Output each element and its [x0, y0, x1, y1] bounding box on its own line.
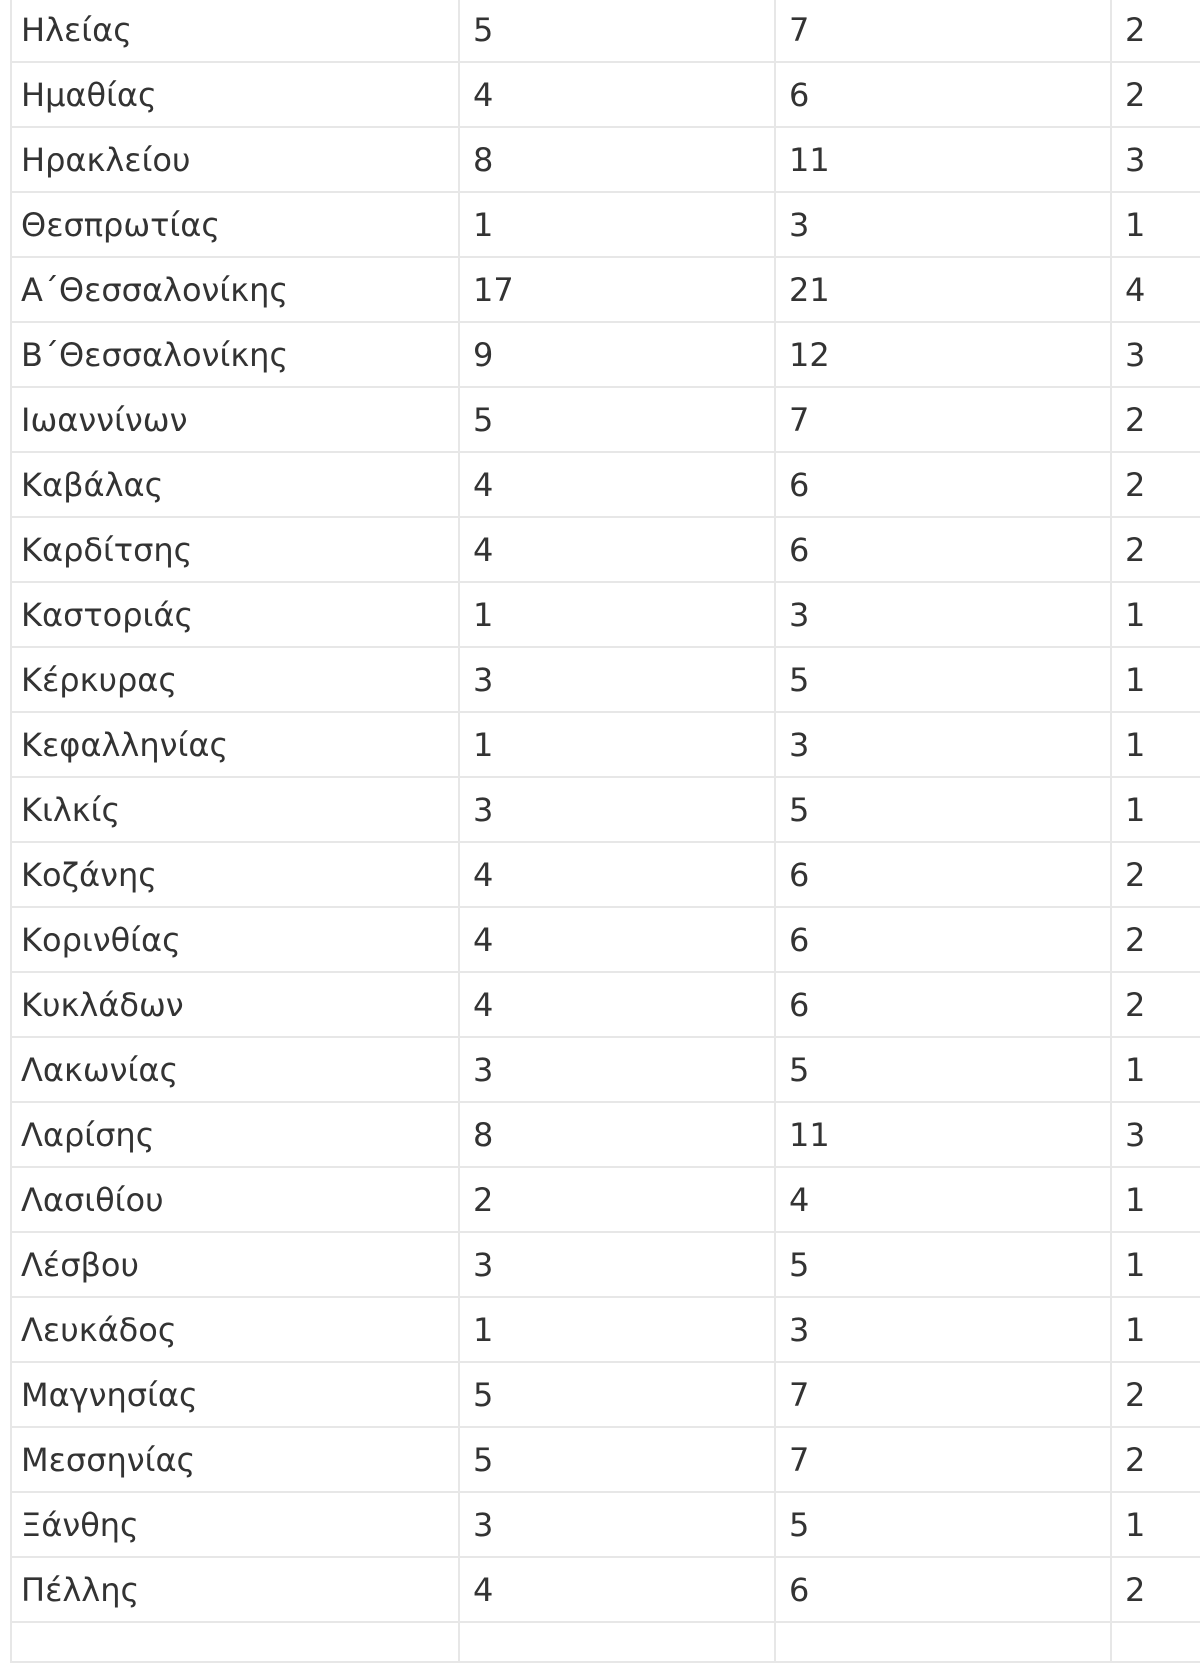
table-row	[11, 517, 1200, 582]
table-row	[11, 777, 1200, 842]
value-cell-3: 2	[1111, 387, 1200, 452]
region-name-cell: Μεσσηνίας	[11, 1427, 459, 1492]
value-cell-1: 3	[459, 647, 775, 712]
region-name-cell: Κορινθίας	[11, 907, 459, 972]
value-cell-2: 6	[775, 62, 1111, 127]
value-cell-1: 5	[459, 387, 775, 452]
value-cell-2: 11	[775, 1102, 1111, 1167]
region-name-cell: Θεσπρωτίας	[11, 192, 459, 257]
table-row	[11, 322, 1200, 387]
value-cell-3: 1	[1111, 1297, 1200, 1362]
value-cell-3: 2	[1111, 842, 1200, 907]
region-name-cell: Λακωνίας	[11, 1037, 459, 1102]
value-cell-3: 1	[1111, 1492, 1200, 1557]
value-cell-3: 2	[1111, 907, 1200, 972]
table-row	[11, 1557, 1200, 1622]
value-cell-1: 1	[459, 192, 775, 257]
value-cell-3: 2	[1111, 0, 1200, 62]
value-cell-1: 9	[459, 322, 775, 387]
value-cell-1: 3	[459, 1232, 775, 1297]
region-name-cell: Κυκλάδων	[11, 972, 459, 1037]
table-row	[11, 257, 1200, 322]
value-cell-3: 1	[1111, 1037, 1200, 1102]
value-cell-2: 5	[775, 1232, 1111, 1297]
value-cell-1: 4	[459, 452, 775, 517]
table-row	[11, 387, 1200, 452]
value-cell-2: 6	[775, 517, 1111, 582]
value-cell-2: 5	[775, 1492, 1111, 1557]
results-table	[10, 0, 1200, 1663]
value-cell-1: 5	[459, 0, 775, 62]
value-cell-2: 7	[775, 1362, 1111, 1427]
region-name-cell: Καβάλας	[11, 452, 459, 517]
table-row	[11, 712, 1200, 777]
value-cell-3: 1	[1111, 1232, 1200, 1297]
value-cell-2: 11	[775, 127, 1111, 192]
table-row	[11, 1362, 1200, 1427]
table-row	[11, 1037, 1200, 1102]
region-name-cell: Καστοριάς	[11, 582, 459, 647]
value-cell-2: 3	[775, 192, 1111, 257]
value-cell-2: 3	[775, 1297, 1111, 1362]
value-cell-2: 4	[775, 1167, 1111, 1232]
table-row	[11, 647, 1200, 712]
value-cell-3: 1	[1111, 712, 1200, 777]
value-cell-2: 6	[775, 907, 1111, 972]
value-cell-1: 1	[459, 712, 775, 777]
table-row-partial	[11, 1622, 1200, 1662]
region-name-cell: Ηρακλείου	[11, 127, 459, 192]
value-cell-3: 1	[1111, 777, 1200, 842]
value-cell-1: 3	[459, 1492, 775, 1557]
value-cell-3: 2	[1111, 972, 1200, 1037]
region-name-cell: Κοζάνης	[11, 842, 459, 907]
value-cell-1: 5	[459, 1362, 775, 1427]
value-cell-3: 2	[1111, 517, 1200, 582]
region-name-cell: Κεφαλληνίας	[11, 712, 459, 777]
value-cell-3: 2	[1111, 1427, 1200, 1492]
value-cell-1: 3	[459, 777, 775, 842]
value-cell-1: 5	[459, 1427, 775, 1492]
value-cell-2: 6	[775, 842, 1111, 907]
table-row	[11, 1492, 1200, 1557]
region-name-cell: Καρδίτσης	[11, 517, 459, 582]
region-name-cell: Λασιθίου	[11, 1167, 459, 1232]
table-row	[11, 582, 1200, 647]
value-cell-2: 6	[775, 452, 1111, 517]
value-cell-1: 4	[459, 972, 775, 1037]
empty-cell	[459, 1622, 775, 1662]
value-cell-1: 4	[459, 62, 775, 127]
region-name-cell: Κέρκυρας	[11, 647, 459, 712]
value-cell-1: 3	[459, 1037, 775, 1102]
table-row	[11, 0, 1200, 62]
table-row	[11, 1297, 1200, 1362]
table-row	[11, 1232, 1200, 1297]
value-cell-3: 1	[1111, 582, 1200, 647]
value-cell-2: 12	[775, 322, 1111, 387]
empty-cell	[775, 1622, 1111, 1662]
region-name-cell: Κιλκίς	[11, 777, 459, 842]
table-row	[11, 192, 1200, 257]
region-name-cell: Λαρίσης	[11, 1102, 459, 1167]
table-row	[11, 1427, 1200, 1492]
value-cell-3: 2	[1111, 452, 1200, 517]
value-cell-2: 5	[775, 777, 1111, 842]
table-row	[11, 842, 1200, 907]
value-cell-2: 5	[775, 1037, 1111, 1102]
region-name-cell: Ιωαννίνων	[11, 387, 459, 452]
region-name-cell: Λευκάδος	[11, 1297, 459, 1362]
region-name-cell: Α΄Θεσσαλονίκης	[11, 257, 459, 322]
table-row	[11, 907, 1200, 972]
value-cell-1: 1	[459, 582, 775, 647]
value-cell-3: 1	[1111, 192, 1200, 257]
value-cell-3: 3	[1111, 1102, 1200, 1167]
value-cell-2: 7	[775, 0, 1111, 62]
region-name-cell: Λέσβου	[11, 1232, 459, 1297]
value-cell-1: 4	[459, 1557, 775, 1622]
table-row	[11, 127, 1200, 192]
value-cell-2: 3	[775, 712, 1111, 777]
region-name-cell: Μαγνησίας	[11, 1362, 459, 1427]
value-cell-2: 7	[775, 1427, 1111, 1492]
value-cell-2: 6	[775, 1557, 1111, 1622]
value-cell-3: 2	[1111, 1557, 1200, 1622]
value-cell-1: 2	[459, 1167, 775, 1232]
value-cell-3: 3	[1111, 127, 1200, 192]
value-cell-2: 5	[775, 647, 1111, 712]
value-cell-2: 7	[775, 387, 1111, 452]
value-cell-1: 4	[459, 842, 775, 907]
empty-cell	[11, 1622, 459, 1662]
table-row	[11, 1167, 1200, 1232]
table-row	[11, 452, 1200, 517]
region-name-cell: Ξάνθης	[11, 1492, 459, 1557]
table-row	[11, 1102, 1200, 1167]
region-name-cell: Β΄Θεσσαλονίκης	[11, 322, 459, 387]
value-cell-3: 1	[1111, 647, 1200, 712]
value-cell-1: 4	[459, 907, 775, 972]
value-cell-3: 2	[1111, 1362, 1200, 1427]
value-cell-2: 21	[775, 257, 1111, 322]
value-cell-2: 6	[775, 972, 1111, 1037]
value-cell-1: 17	[459, 257, 775, 322]
value-cell-1: 8	[459, 127, 775, 192]
empty-cell	[1111, 1622, 1200, 1662]
value-cell-3: 1	[1111, 1167, 1200, 1232]
value-cell-1: 1	[459, 1297, 775, 1362]
table-body	[11, 0, 1200, 1662]
value-cell-3: 3	[1111, 322, 1200, 387]
region-name-cell: Ημαθίας	[11, 62, 459, 127]
region-name-cell: Ηλείας	[11, 0, 459, 62]
value-cell-3: 2	[1111, 62, 1200, 127]
table-row	[11, 62, 1200, 127]
value-cell-1: 8	[459, 1102, 775, 1167]
value-cell-2: 3	[775, 582, 1111, 647]
value-cell-1: 4	[459, 517, 775, 582]
table-row	[11, 972, 1200, 1037]
value-cell-3: 4	[1111, 257, 1200, 322]
region-name-cell: Πέλλης	[11, 1557, 459, 1622]
